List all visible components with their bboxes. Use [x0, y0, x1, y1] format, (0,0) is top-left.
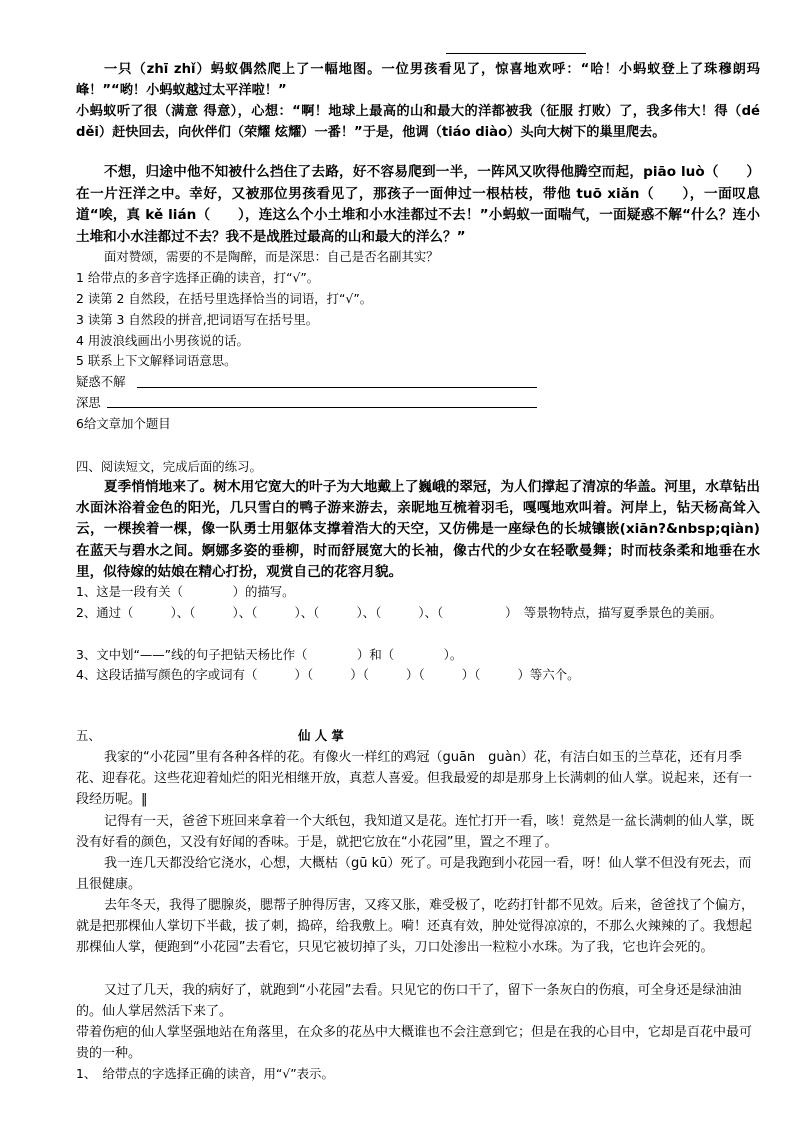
section5-paragraph-3: 我一连几天都没给它浇水，心想，大概枯（gū kū）死了。可是我跑到小花园一看，呀！仙人掌不但没有死去，而且很健康。 — [76, 856, 752, 892]
section5-paragraph-5: 又过了几天，我的病好了，就跑到“小花园”去看。只见它的伤口干了，留下一条灰白的伤痕，可全身还是绿油油的。仙人掌居然活下来了。 — [76, 983, 742, 1019]
top-blank-line — [446, 53, 586, 54]
section5-title: 仙 人 掌 — [298, 728, 344, 743]
section5-paragraph-4: 去年冬天，我得了腮腺炎，腮帮子肿得厉害，又疼又胀，难受极了，吃药打针都不见效。后来，爸爸找了个偏方，就是把那棵仙人掌切下半截，拔了刺，捣碎，给我敷上。嗬！还真有效，肿处觉得凉凉的，不那么火辣辣的了。我想起那棵仙人掌，便跑到“小花园”去看它，只见它被切掉了头，刀口处渗出一粒粒小水珠。为了我，它也许会死的。 — [76, 898, 755, 955]
section4-question-4: 4、这段话描写颜色的字或词有（ ）（ ）（ ）（ ）（ ）等六个。 — [76, 667, 580, 682]
fill-label-shensi: 深思 — [76, 395, 101, 410]
section4-question-2: 2、通过（ ）、（ ）、（ ）、（ ）、（ ）、（ ） 等景物特点，描写夏季景色的美丽。 — [76, 605, 722, 620]
section4-title: 四、阅读短文，完成后面的练习。 — [76, 459, 262, 474]
question-1: 1 给带点的多音字选择正确的读音，打“√”。 — [76, 270, 320, 285]
answer-line-2[interactable] — [107, 407, 537, 408]
story1-paragraph-2: 小蚂蚁听了很（满意 得意），心想：“啊！地球上最高的山和最大的洋都被我（征服 打败）了，我多伟大！得（dé děi）赶快回去，向伙伴们（荣耀 炫耀）一番！”于是，他调（tiáo diào）头向大树下的巢里爬去。 — [76, 104, 760, 141]
question-2: 2 读第 2 自然段，在括号里选择恰当的词语，打“√”。 — [76, 291, 373, 306]
section4-question-1: 1、这是一段有关（ ）的描写。 — [76, 584, 295, 599]
section5-paragraph-2: 记得有一天，爸爸下班回来拿着一个大纸包，我知道又是花。连忙打开一看，咳！竟然是一盆长满刺的仙人掌，既没有好看的颜色，又没有好闻的香味。于是，就把它放在“小花园”里，置之不理了。 — [76, 814, 755, 850]
question-6: 6给文章加个题目 — [76, 416, 171, 431]
section5-paragraph-1: 我家的“小花园”里有各种各样的花。有像火一样红的鸡冠（guān guàn）花，有洁白如玉的兰草花，还有月季花、迎春花。这些花迎着灿烂的阳光相继开放，真惹人喜爱。但我最爱的却是那身上长满刺的仙人掌。说起来，还有一段经历呢。‖ — [76, 750, 753, 807]
section4-question-3: 3、文中划“——”线的句子把钻天杨比作（ ）和（ ）。 — [76, 647, 463, 662]
section5-question-1: 1、 给带点的字选择正确的读音，用“√”表示。 — [76, 1066, 334, 1081]
question-4: 4 用波浪线画出小男孩说的话。 — [76, 333, 249, 348]
story1-paragraph-4: 面对赞颂，需要的不是陶醉，而是深思：自己是否名副其实？ — [104, 249, 439, 264]
fill-label-yihuo: 疑惑不解 — [76, 374, 126, 389]
story1-paragraph-1: 一只（zhī zhǐ）蚂蚁偶然爬上了一幅地图。一位男孩看见了，惊喜地欢呼：“哈！小蚂蚁登上了珠穆朗玛峰！”“哟！小蚂蚁越过太平洋啦！” — [76, 62, 760, 99]
section5-paragraph-6: 带着伤疤的仙人掌坚强地站在角落里，在众多的花丛中大概谁也不会注意到它；但是在我的心目中，它却是百花中最可贵的一种。 — [76, 1025, 753, 1061]
section4-passage: 夏季悄悄地来了。树木用它宽大的叶子为大地戴上了巍峨的翠冠，为人们撑起了清凉的华盖。河里，水草钻出水面沐浴着金色的阳光，几只雪白的鸭子游来游去，亲昵地互梳着羽毛，嘎嘎地欢叫着。河岸上，钻天杨高耸入云，一棵挨着一棵，像一队勇士用躯体支撑着浩大的天空，又仿佛是一座绿色的长城镶嵌(xiān?&nbsp;qiàn)在蓝天与碧水之间。婀娜多姿的垂柳，时而舒展宽大的长袖，像古代的少女在轻歌曼舞；时而枝条柔和地垂在水里，似待嫁的姑娘在精心打扮，观赏自己的花容月貌。 — [76, 479, 760, 580]
section5-number: 五、 — [76, 728, 101, 743]
story1-paragraph-3: 不想，归途中他不知被什么挡住了去路，好不容易爬到一半，一阵风又吹得他腾空而起，piāo luò（ ）在一片汪洋之中。幸好，又被那位男孩看见了，那孩子一面伸过一根枯枝，带他 tuō xiǎn（ ），一面叹息道“唉，真 kě lián（ ），连这么个小土堆和小水洼都过不去！”小蚂蚁一面喘气，一面疑惑不解“什么？连小土堆和小水洼都过不去？我不是战胜过最高的山和最大的洋么？” — [76, 164, 760, 246]
question-5: 5 联系上下文解释词语意思。 — [76, 353, 237, 368]
question-3: 3 读第 3 自然段的拼音,把词语写在括号里。 — [76, 312, 319, 327]
answer-line-1[interactable] — [137, 387, 537, 388]
